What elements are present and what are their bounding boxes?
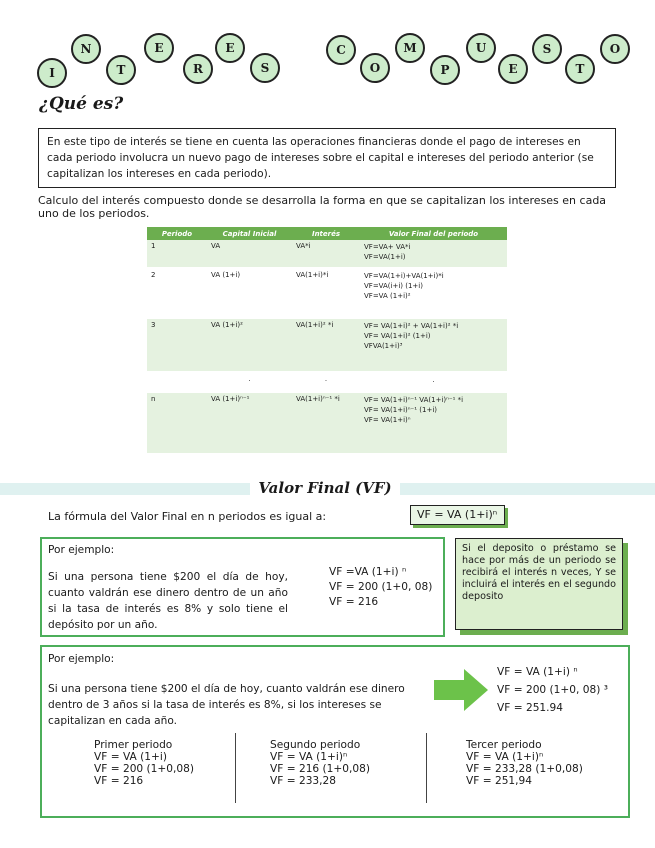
table-cell [360,240,507,268]
period-line: VF = 251,94 [466,775,533,787]
table-cell: . [292,372,360,392]
divider [235,733,236,803]
table-cell: VA (1+i)² [207,318,292,372]
cell-line: VF= VA(1+i)² + VA(1+i)² *i [364,322,459,330]
period-line: VF = VA (1+i) [94,751,167,763]
title-letter: I [37,58,67,88]
table-row [147,268,507,318]
period-title: Segundo periodo [270,739,361,751]
cell-line: VF= VA(1+i)ⁿ⁻¹ (1+i) [364,406,438,414]
table-cell: . [207,372,292,392]
table-cell: VA*i [292,240,360,268]
cell-line: VFVA(1+i)³ [364,342,403,350]
example-1-box [40,537,445,637]
formula-line: VF = 251.94 [497,702,564,714]
cell-line: VF= VA(1+i)² (1+i) [364,332,431,340]
table-cell [360,392,507,454]
note-text: Si el deposito o préstamo se hace por más de un periodo se recibirá el interés n veces, Y se incluirá el interés en el segundo deposito [462,543,616,602]
table-row [147,240,507,268]
calc-text: Calculo del interés compuesto donde se desarrolla la forma en que se capitalizan los intereses en cada uno de los periodos. [38,194,607,220]
title-letter: C [326,35,356,65]
table-cell: 3 [147,318,207,372]
title-letter: E [215,33,245,63]
table-cell [147,372,207,392]
note-box [455,538,623,630]
formula-label: La fórmula del Valor Final en n periodos es igual a: [48,510,327,523]
formula-text: VF = VA (1+i)ⁿ [417,508,498,521]
period-title: Tercer periodo [466,739,542,751]
title-letter: O [360,53,390,83]
table-cell [360,372,507,392]
example-body: Si una persona tiene $200 el día de hoy, cuanto valdrán ese dinero dentro de 3 años si la tasa de interés es 8%, si los intereses se capitalizan en cada año. [48,683,405,727]
formula-line: VF = 216 [329,596,379,608]
title-letter: S [532,34,562,64]
cell-line: VF= VA(1+i)ⁿ⁻¹ VA(1+i)ⁿ⁻¹ *i [364,396,464,404]
title-letter: M [395,33,425,63]
title-letter: S [250,53,280,83]
formula-line: VF = VA (1+i) ⁿ [497,666,578,678]
title-letter: T [106,55,136,85]
title-letter: O [600,34,630,64]
cell-line: . [432,376,435,384]
formula-line: VF = 200 (1+0, 08) ³ [497,684,608,696]
title-letter: U [466,33,496,63]
table-header-row [147,227,507,240]
table-cell: 2 [147,268,207,318]
title-letter: E [144,33,174,63]
cell-line: VF=VA (1+i)² [364,292,411,300]
intro-box [38,128,616,188]
table-cell [360,268,507,318]
table-cell: 1 [147,240,207,268]
heading-que-es: ¿Qué es? [39,94,124,114]
table-header: Periodo [147,227,207,240]
intro-text: En este tipo de interés se tiene en cuenta las operaciones financieras donde el pago de intereses en cada periodo involucra un nuevo pago de intereses sobre el capital e intereses del periodo anterior (se capitalizan los intereses en cada periodo). [47,136,594,180]
title-letter: N [71,34,101,64]
table-row [147,372,507,392]
title-letter: P [430,55,460,85]
example-title: Por ejemplo: [48,653,115,665]
formula-line: VF = 200 (1+0, 08) [329,581,433,593]
table-cell: VA(1+i)*i [292,268,360,318]
example-formulas [497,663,608,717]
arrow-right-icon [283,560,285,562]
period-title: Primer periodo [94,739,173,751]
table-header: Valor Final del periodo [360,227,507,240]
formula-box [410,505,505,525]
table-header: Interés [292,227,360,240]
period-line: VF = 233,28 (1+0,08) [466,763,583,775]
period-column [270,739,420,787]
table-cell: VA [207,240,292,268]
table-cell: VA(1+i)² *i [292,318,360,372]
title-letter: E [498,54,528,84]
table-cell [360,318,507,372]
table-cell: VA (1+i)ⁿ⁻¹ [207,392,292,454]
cell-line: VF= VA(1+i)ⁿ [364,416,411,424]
table-cell: VA (1+i) [207,268,292,318]
cell-line: VF=VA+ VA*i [364,243,411,251]
periods-table [147,227,507,455]
title-letter: T [565,54,595,84]
period-line: VF = VA (1+i)ⁿ [270,751,348,763]
table-row [147,392,507,454]
example-title: Por ejemplo: [48,544,115,556]
example-body: Si una persona tiene $200 el día de hoy, cuanto valdrán ese dinero dentro de un año si la tasa de interés es 8% y solo tiene el depósito por un año. [48,571,288,631]
formula-line: VF =VA (1+i) ⁿ [329,566,407,578]
example-2-box [40,645,630,818]
cell-line: VF=VA(1+i)+VA(1+i)*i [364,272,444,280]
cell-line: VF=VA(1+i) [364,253,406,261]
period-line: VF = 233,28 [270,775,337,787]
arrow-right-icon [434,669,488,711]
example-formulas [329,565,432,610]
valor-final-title: Valor Final (VF) [250,477,400,499]
table-header: Capital Inicial [207,227,292,240]
period-line: VF = 216 (1+0,08) [270,763,371,775]
period-column [94,739,244,787]
table-cell: n [147,392,207,454]
title-letter: R [183,54,213,84]
divider [426,733,427,803]
table-cell: VA(1+i)ⁿ⁻¹ *i [292,392,360,454]
period-line: VF = VA (1+i)ⁿ [466,751,544,763]
cell-line: VF=VA(i+i) (1+i) [364,282,423,290]
period-line: VF = 216 [94,775,144,787]
period-column [466,739,616,787]
period-line: VF = 200 (1+0,08) [94,763,195,775]
table-row [147,318,507,372]
